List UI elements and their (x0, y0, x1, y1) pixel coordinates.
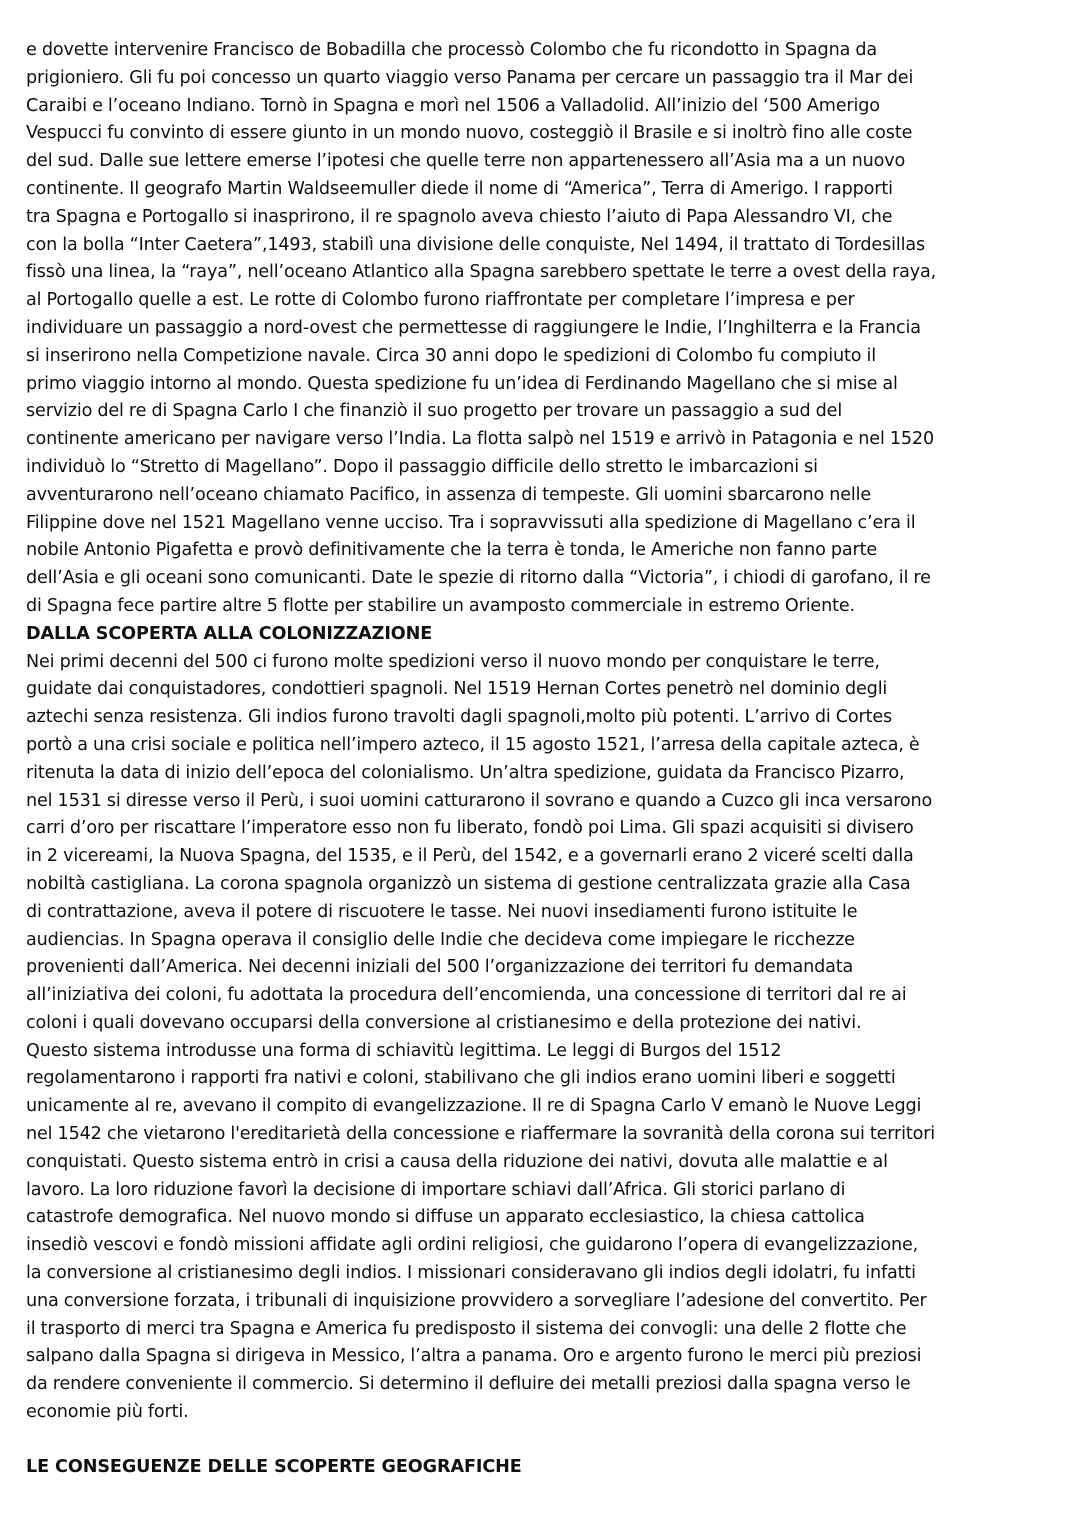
section-heading-colonization: DALLA SCOPERTA ALLA COLONIZZAZIONE (26, 623, 433, 644)
paragraph-voyages: e dovette intervenire Francisco de Bobadilla che processò Colombo che fu ricondotto in Spagna da prigioniero. Gli fu poi concesso un quarto viaggio verso Panama per cercare un passaggio tra il Mar dei Caraibi e l’oceano Indiano. Tornò in Spagna e morì nel 1506 a Valladolid. All’inizio del ‘500 Amerigo Vespucci fu convinto di essere giunto in un mondo nuovo, costeggiò il Brasile e si inoltrò fino alle coste del sud. Dalle sue lettere emerse l’ipotesi che quelle terre non appartenessero all’Asia ma a un nuovo continente. Il geografo Martin Waldseemuller diede il nome di “America”, Terra di Amerigo. I rapporti tra Spagna e Portogallo si inasprirono, il re spagnolo aveva chiesto l’aiuto di Papa Alessandro VI, che con la bolla “Inter Caetera”,1493, stabilì una divisione delle conquiste, Nel 1494, il trattato di Tordesillas fissò una linea, la “raya”, nell’oceano Atlantico alla Spagna sarebbero spettate le terre a ovest della raya, al Portogallo quelle a est. Le rotte di Colombo furono riaffrontate per completare l’impresa e per individuare un passaggio a nord-ovest che permettesse di raggiungere le Indie, l’Inghilterra e la Francia si inserirono nella Competizione navale. Circa 30 anni dopo le spedizioni di Colombo fu compiuto il primo viaggio intorno al mondo. Questa spedizione fu un’idea di Ferdinando Magellano che si mise al servizio del re di Spagna Carlo I che finanziò il suo progetto per trovare un passaggio a sud del continente americano per navigare verso l’India. La flotta salpò nel 1519 e arrivò in Patagonia e nel 1520 individuò lo “Stretto di Magellano”. Dopo il passaggio difficile dello stretto le imbarcazioni si avventurarono nell’oceano chiamato Pacifico, in assenza di tempeste. Gli uomini sbarcarono nelle Filippine dove nel 1521 Magellano venne ucciso. Tra i sopravvissuti alla spedizione di Magellano c’era il nobile Antonio Pigafetta e provò definitivamente che la terra è tonda, le Americhe non fanno parte dell’Asia e gli oceani sono comunicanti. Date le spezie di ritorno dalla “Victoria”, i chiodi di garofano, il re di Spagna fece partire altre 5 flotte per stabilire un avamposto commerciale in estremo Oriente. (26, 40, 937, 616)
paragraph-colonization: Nei primi decenni del 500 ci furono molte spedizioni verso il nuovo mondo per conquistare le terre, guidate dai conquistadores, condottieri spagnoli. Nel 1519 Hernan Cortes penetrò nel dominio degli aztechi senza resistenza. Gli indios furono travolti dagli spagnoli,molto più potenti. L’arrivo di Cortes portò a una crisi sociale e politica nell’impero azteco, il 15 agosto 1521, l’arresa della capitale azteca, è ritenuta la data di inizio dell’epoca del colonialismo. Un’altra spedizione, guidata da Francisco Pizarro, nel 1531 si diresse verso il Perù, i suoi uomini catturarono il sovrano e quando a Cuzco gli inca versarono carri d’oro per riscattare l’imperatore esso non fu liberato, fondò poi Lima. Gli spazi acquisiti si divisero in 2 vicereami, la Nuova Spagna, del 1535, e il Perù, del 1542, e a governarli erano 2 viceré scelti dalla nobiltà castigliana. La corona spagnola organizzò un sistema di gestione centralizzata grazie alla Casa di contrattazione, aveva il potere di riscuotere le tasse. Nei nuovi insediamenti furono istituite le audiencias. In Spagna operava il consiglio delle Indie che decideva come impiegare le ricchezze provenienti dall’America. Nei decenni iniziali del 500 l’organizzazione dei territori fu demandata all’iniziativa dei coloni, fu adottata la procedura dell’encomienda, una concessione di territori dal re ai coloni i quali dovevano occuparsi della conversione al cristianesimo e della protezione dei nativi. Questo sistema introdusse una forma di schiavitù legittima. Le leggi di Burgos del 1512 regolamentarono i rapporti fra nativi e coloni, stabilivano che gli indios erano uomini liberi e soggetti unicamente al re, avevano il compito di evangelizzazione. Il re di Spagna Carlo V emanò le Nuove Leggi nel 1542 che vietarono l'ereditarietà della concessione e riaffermare la sovranità della corona sui territori conquistati. Questo sistema entrò in crisi a causa della riduzione dei nativi, dovuta alle malattie e al lavoro. La loro riduzione favorì la decisione di importare schiavi dall’Africa. Gli storici parlano di catastrofe demografica. Nel nuovo mondo si diffuse un apparato ecclesiastico, la chiesa cattolica insediò vescovi e fondò missioni affidate agli ordini religiosi, che guidarono l’opera di evangelizzazione, la conversione al cristianesimo degli indios. I missionari consideravano gli indios degli idolatri, fu infatti una conversione forzata, i tribunali di inquisizione provvidero a sorvegliare l’adesione del convertito. Per il trasporto di merci tra Spagna e America fu predisposto il sistema dei convogli: una delle 2 flotte che salpano dalla Spagna si dirigeva in Messico, l’altra a panama. Oro e argento furono le merci più preziosi da rendere conveniente il commercio. Si determino il defluire dei metalli preziosi dalla spagna verso le economie più forti. (26, 651, 936, 1423)
section-heading-consequences: LE CONSEGUENZE DELLE SCOPERTE GEOGRAFICHE (26, 1456, 522, 1477)
